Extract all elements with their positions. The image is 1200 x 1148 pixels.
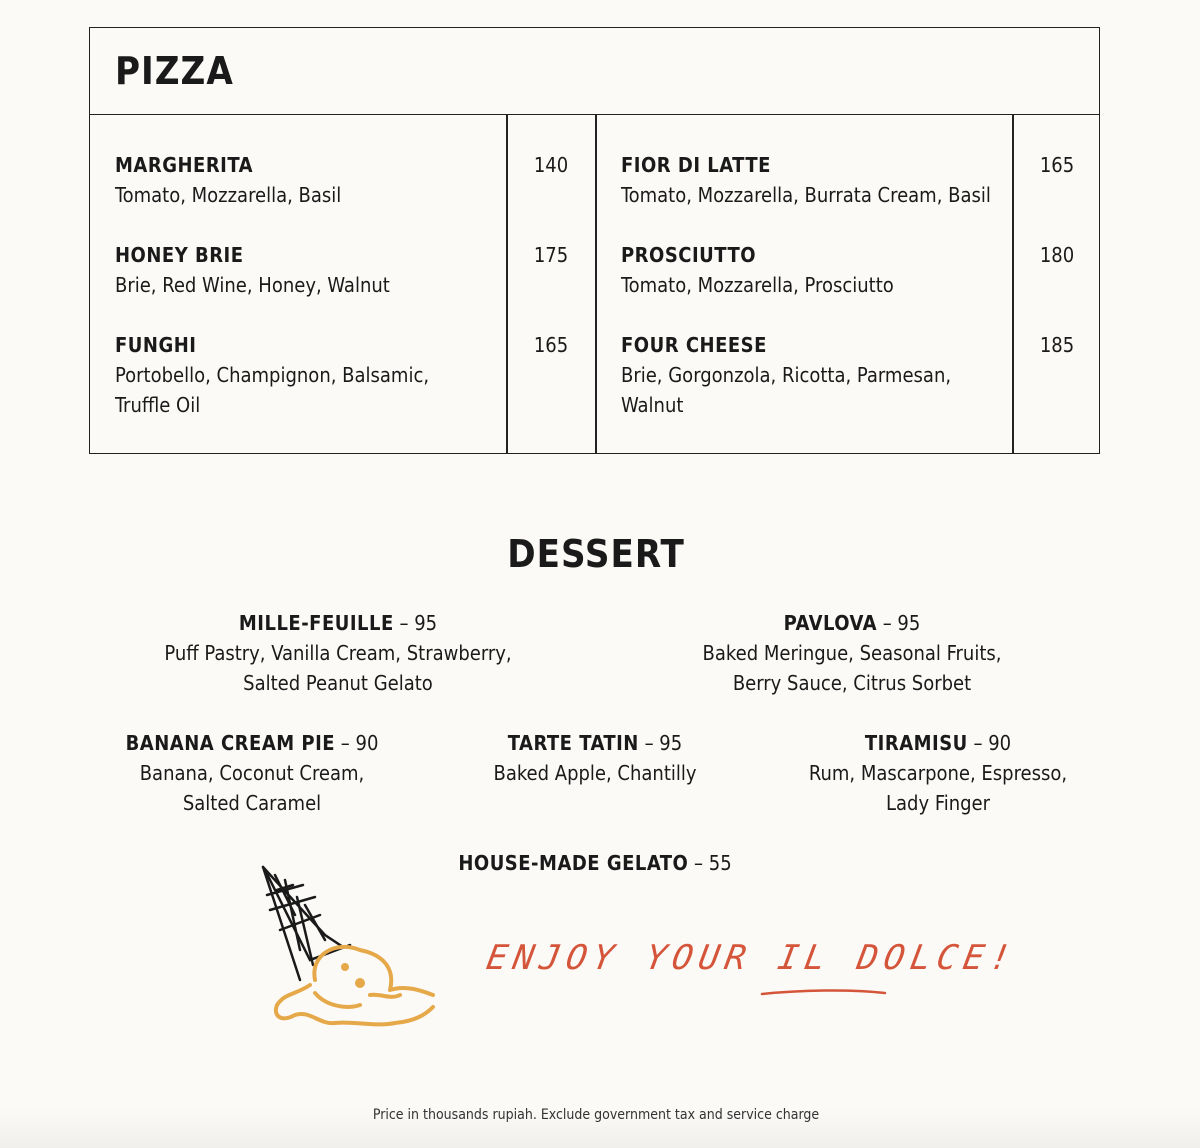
dessert-desc: Salted Caramel bbox=[182, 791, 322, 815]
dessert-desc: Rum, Mascarpone, Espresso, bbox=[808, 761, 1068, 785]
pizza-name: FOUR CHEESE bbox=[621, 333, 767, 357]
pizza-desc: Truffle Oil bbox=[115, 393, 201, 417]
pizza-item bbox=[621, 150, 991, 240]
dessert-price: – 90 bbox=[973, 731, 1012, 755]
dessert-price: – 90 bbox=[340, 731, 379, 755]
pizza-desc: Brie, Red Wine, Honey, Walnut bbox=[115, 273, 390, 297]
pizza-item bbox=[115, 240, 429, 330]
dessert-item bbox=[420, 848, 770, 878]
pizza-header bbox=[90, 28, 1099, 115]
pizza-name: MARGHERITA bbox=[115, 153, 254, 177]
pizza-name: FUNGHI bbox=[115, 333, 197, 357]
dessert-desc: Puff Pastry, Vanilla Cream, Strawberry, bbox=[164, 641, 512, 665]
footer-note: Price in thousands rupiah. Exclude government tax and service charge bbox=[372, 1107, 820, 1123]
pizza-right-prices bbox=[1013, 150, 1101, 420]
dessert-item bbox=[102, 728, 402, 818]
pizza-left-column bbox=[115, 150, 429, 420]
dessert-desc: Baked Apple, Chantilly bbox=[493, 761, 697, 785]
dessert-name: PAVLOVA bbox=[783, 611, 877, 635]
dessert-item bbox=[445, 728, 745, 788]
pizza-desc: Walnut bbox=[621, 393, 684, 417]
dessert-name: TARTE TATIN bbox=[507, 731, 639, 755]
pizza-title: PIZZA bbox=[115, 49, 234, 93]
pizza-item bbox=[115, 330, 429, 420]
pizza-menu-box bbox=[89, 27, 1100, 454]
pizza-price: 175 bbox=[533, 243, 569, 267]
dessert-item bbox=[788, 728, 1088, 818]
pizza-price: 185 bbox=[1039, 333, 1075, 357]
pizza-desc: Portobello, Champignon, Balsamic, bbox=[115, 363, 430, 387]
dessert-name: BANANA CREAM PIE bbox=[125, 731, 336, 755]
pizza-name: FIOR DI LATTE bbox=[621, 153, 771, 177]
pizza-price: 180 bbox=[1039, 243, 1075, 267]
handwritten-slogan: ENJOY YOUR IL DOLCE! bbox=[483, 938, 1020, 978]
dessert-desc: Salted Peanut Gelato bbox=[243, 671, 433, 695]
dessert-desc: Berry Sauce, Citrus Sorbet bbox=[732, 671, 972, 695]
pizza-desc: Tomato, Mozzarella, Basil bbox=[115, 183, 342, 207]
pizza-item bbox=[621, 240, 991, 330]
underline-stroke bbox=[760, 985, 890, 999]
divider bbox=[595, 114, 597, 453]
dessert-desc: Banana, Coconut Cream, bbox=[139, 761, 365, 785]
dessert-name: HOUSE-MADE GELATO bbox=[458, 851, 689, 875]
dessert-name: TIRAMISU bbox=[864, 731, 968, 755]
dessert-item bbox=[138, 608, 538, 698]
pizza-price: 140 bbox=[533, 153, 569, 177]
pizza-right-column bbox=[621, 150, 991, 420]
pizza-desc: Tomato, Mozzarella, Burrata Cream, Basil bbox=[621, 183, 991, 207]
dessert-desc: Baked Meringue, Seasonal Fruits, bbox=[702, 641, 1002, 665]
dessert-desc: Lady Finger bbox=[885, 791, 991, 815]
dessert-price: – 95 bbox=[399, 611, 438, 635]
dessert-price: – 55 bbox=[694, 851, 732, 875]
dessert-item bbox=[652, 608, 1052, 698]
pizza-item bbox=[115, 150, 429, 240]
pizza-item bbox=[621, 330, 991, 420]
pizza-desc: Tomato, Mozzarella, Prosciutto bbox=[621, 273, 894, 297]
melted-ice-cream-cone-icon bbox=[255, 855, 445, 1035]
pizza-desc: Brie, Gorgonzola, Ricotta, Parmesan, bbox=[621, 363, 952, 387]
pizza-price: 165 bbox=[533, 333, 569, 357]
dessert-name: MILLE-FEUILLE bbox=[238, 611, 394, 635]
pizza-name: HONEY BRIE bbox=[115, 243, 244, 267]
dessert-title: DESSERT bbox=[507, 532, 685, 576]
pizza-left-prices bbox=[507, 150, 595, 420]
pizza-name: PROSCIUTTO bbox=[621, 243, 757, 267]
pizza-price: 165 bbox=[1039, 153, 1075, 177]
dessert-price: – 95 bbox=[644, 731, 683, 755]
dessert-price: – 95 bbox=[882, 611, 921, 635]
